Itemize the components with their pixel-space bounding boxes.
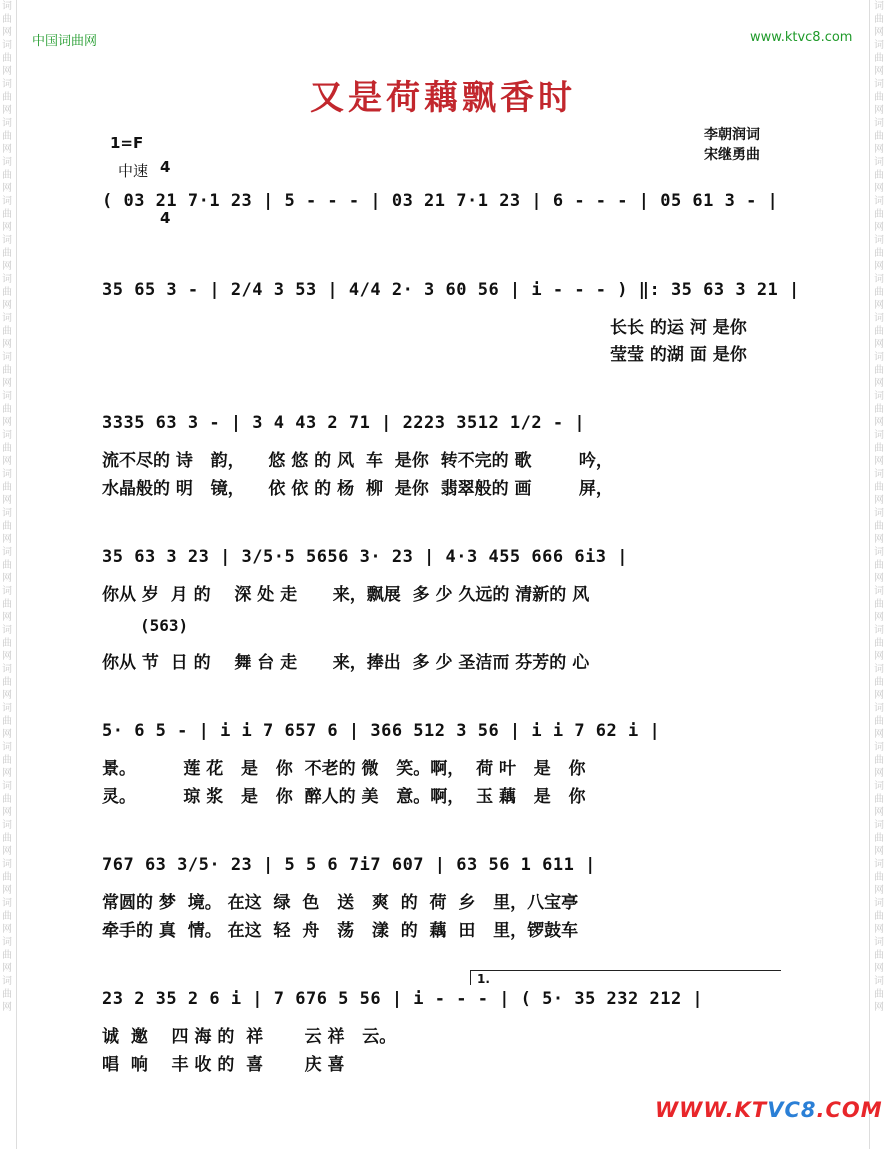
time-signature-top: 4 xyxy=(160,158,171,176)
notation-line-5: 5· 6 5 - | i i 7 657 6 | 366 512 3 56 | i i 7 62 i | xyxy=(102,721,661,741)
composer-credit: 宋继勇曲 xyxy=(704,147,760,163)
notation-line-1: ( 03 21 7·1 23 | 5 - - - | 03 21 7·1 23 | 6 - - - | 05 61 3 - | xyxy=(102,191,779,211)
lyricist-credit: 李朝润词 xyxy=(704,127,760,143)
notation-line-6: 767 63 3/5· 23 | 5 5 6 7i7 607 | 63 56 1 611 | xyxy=(102,855,596,875)
lyric-line-5-verse-1: 景。 莲 花 是 你 不老的 微 笑。啊， 荷 叶 是 你 xyxy=(102,759,586,779)
song-title: 又是荷藕飘香时 xyxy=(310,78,576,118)
tempo-marking: 中速 xyxy=(118,162,149,180)
site-logo xyxy=(655,1098,883,1122)
time-signature-bottom: 4 xyxy=(160,209,171,227)
time-signature xyxy=(160,125,170,244)
site-name: 中国词曲网 xyxy=(32,34,98,49)
notation-line-2: 35 65 3 - | 2/4 3 53 | 4/4 2· 3 60 56 | i - - - ) ‖: 35 63 3 21 | xyxy=(102,280,800,300)
first-ending-bracket xyxy=(470,970,781,985)
notation-line-7: 23 2 35 2 6 i | 7 676 5 56 | i - - - | ( 5· 35 232 212 | xyxy=(102,989,704,1009)
lyric-line-4-verse-1: 你从 岁 月 的 深 处 走 来，飘展 多 少 久远的 清新的 风 xyxy=(102,585,590,605)
notation-line-4: 35 63 3 23 | 3/5·5 5656 3· 23 | 4·3 455 666 6i3 | xyxy=(102,547,629,567)
key-signature: 1=F xyxy=(110,134,144,152)
lyric-line-6-verse-1: 常圆的 梦 境。 在这 绿 色 送 爽 的 荷 乡 里，八宝亭 xyxy=(102,893,579,913)
lyric-line-2-verse-2: 莹莹 的湖 面 是你 xyxy=(610,345,747,365)
lyric-line-7-verse-2: 唱 响 丰 收 的 喜 庆 喜 xyxy=(102,1055,345,1075)
right-border-line xyxy=(869,0,870,1149)
lyric-line-3-verse-1: 流不尽的 诗 韵， 悠 悠 的 风 车 是你 转不完的 歌 吟， xyxy=(102,451,613,471)
side-watermark-left: 词曲网词曲网词曲网词曲网词曲网词曲网词曲网词曲网词曲网词曲网词曲网词曲网词曲网词曲网词曲网词曲网词曲网词曲网词曲网词曲网词曲网词曲网词曲网词曲网词曲网词曲网 xyxy=(2,1,12,1013)
notation-line-3: 3335 63 3 - | 3 4 43 2 71 | 2223 3512 1/2 - | xyxy=(102,413,586,433)
lyric-line-6-verse-2: 牵手的 真 情。 在这 轻 舟 荡 漾 的 藕 田 里，锣鼓车 xyxy=(102,921,579,941)
lyric-line-2-verse-1: 长长 的运 河 是你 xyxy=(610,318,747,338)
lyric-line-5-verse-2: 灵。 琼 浆 是 你 醉人的 美 意。啊， 玉 藕 是 你 xyxy=(102,787,586,807)
site-url: www.ktvc8.com xyxy=(750,30,853,45)
logo-text: WWW.KTVC8.COM xyxy=(655,1098,883,1122)
side-watermark-right: 词曲网词曲网词曲网词曲网词曲网词曲网词曲网词曲网词曲网词曲网词曲网词曲网词曲网词曲网词曲网词曲网词曲网词曲网词曲网词曲网词曲网词曲网词曲网词曲网词曲网词曲网 xyxy=(874,1,884,1013)
lyric-line-3-verse-2: 水晶般的 明 镜， 依 依 的 杨 柳 是你 翡翠般的 画 屏， xyxy=(102,479,613,499)
first-ending-label: 1. xyxy=(477,972,490,986)
lyric-line-4-verse-2: 你从 节 日 的 舞 台 走 来，捧出 多 少 圣洁而 芬芳的 心 xyxy=(102,653,590,673)
lyric-line-7-verse-1: 诚 邀 四 海 的 祥 云 祥 云。 xyxy=(102,1027,397,1047)
left-border-line xyxy=(16,0,17,1149)
variant-notes: (563) xyxy=(140,616,189,635)
